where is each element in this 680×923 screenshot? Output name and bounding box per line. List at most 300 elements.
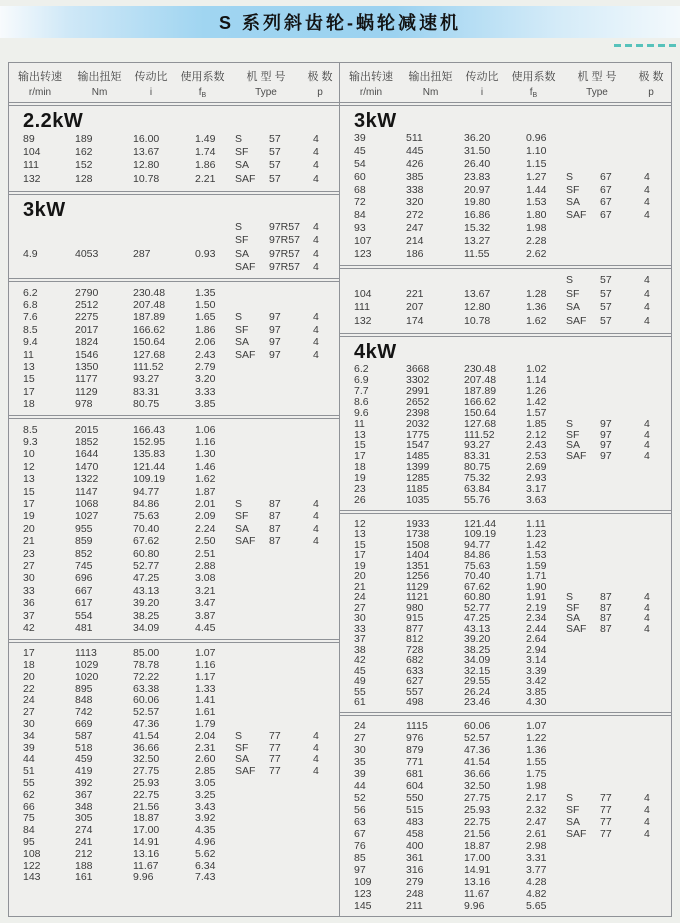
- table-row: [340, 852, 671, 864]
- model-cell: SA: [235, 247, 250, 260]
- ratio-cell: 121.44: [464, 517, 497, 530]
- ratio-cell: 36.20: [464, 132, 491, 145]
- speed-cell: 89: [23, 132, 35, 145]
- torque-cell: 557: [406, 685, 424, 698]
- factor-cell: 1.02: [526, 363, 547, 376]
- factor-cell: 2.32: [526, 803, 547, 816]
- speed-cell: 6.2: [23, 286, 38, 299]
- speed-cell: 107: [354, 234, 372, 247]
- factor-cell: 2.69: [526, 461, 547, 474]
- torque-cell: 1027: [75, 510, 99, 523]
- size-cell: 57: [600, 315, 612, 328]
- table-row: [9, 706, 339, 718]
- ratio-cell: 67.62: [464, 580, 491, 593]
- spec-block: [340, 106, 671, 265]
- factor-cell: 2.94: [526, 643, 547, 656]
- factor-cell: 2.19: [526, 601, 547, 614]
- factor-cell: 2.93: [526, 472, 547, 485]
- col-header-cn: 输出转速: [349, 71, 393, 83]
- table-row: [9, 718, 339, 730]
- speed-cell: 15: [23, 373, 35, 386]
- poles-cell: 4: [644, 791, 650, 804]
- poles-cell: 4: [313, 522, 319, 535]
- power-heading: 3kW: [23, 198, 66, 221]
- torque-cell: 1470: [75, 460, 99, 473]
- factor-cell: 2.62: [526, 247, 547, 260]
- table-row: [340, 385, 671, 396]
- torque-cell: 316: [406, 863, 424, 876]
- torque-cell: 852: [75, 547, 93, 560]
- type-row: [566, 804, 666, 816]
- type-row: [235, 730, 335, 742]
- size-cell: 97R57: [269, 221, 300, 234]
- ratio-cell: 111.52: [133, 360, 164, 373]
- table-row: [340, 864, 671, 876]
- speed-cell: 72: [354, 196, 366, 209]
- ratio-cell: 121.44: [133, 460, 166, 473]
- model-cell: SF: [566, 183, 580, 196]
- poles-cell: 4: [644, 591, 650, 604]
- speed-cell: 24: [23, 694, 35, 707]
- factor-cell: 3.14: [526, 654, 547, 667]
- type-row: [566, 196, 666, 209]
- speed-cell: 84: [23, 824, 35, 837]
- factor-cell: 5.62: [195, 847, 216, 860]
- factor-cell: 2.43: [526, 439, 547, 452]
- torque-cell: 1738: [406, 528, 430, 541]
- speed-cell: 7.6: [23, 311, 38, 324]
- col-header-cn: 极 数: [638, 71, 664, 83]
- speed-cell: 38: [354, 643, 366, 656]
- col-header-en: Type: [586, 87, 608, 98]
- model-cell: SAF: [566, 209, 587, 222]
- torque-cell: 207: [406, 301, 424, 314]
- table-row: [340, 876, 671, 888]
- factor-cell: 4.45: [195, 621, 216, 634]
- type-row: [566, 429, 666, 440]
- factor-cell: 3.47: [195, 597, 216, 610]
- ratio-cell: 55.76: [464, 493, 491, 506]
- speed-cell: 6.2: [354, 363, 369, 376]
- ratio-cell: 17.00: [464, 851, 491, 864]
- rows-area: [340, 363, 671, 505]
- factor-cell: 3.42: [526, 675, 547, 688]
- table-row: [9, 436, 339, 448]
- table-row: [340, 145, 671, 158]
- speed-cell: 111: [23, 159, 39, 172]
- torque-cell: 214: [406, 234, 424, 247]
- type-row: [235, 145, 335, 158]
- spec-table: [8, 62, 672, 917]
- speed-cell: 49: [354, 675, 366, 688]
- speed-cell: 13: [23, 360, 35, 373]
- speed-cell: 20: [23, 522, 35, 535]
- ratio-cell: 166.62: [464, 395, 497, 408]
- ratio-cell: 15.32: [464, 221, 491, 234]
- poles-cell: 4: [644, 428, 650, 441]
- ratio-cell: 47.25: [133, 572, 160, 585]
- factor-cell: 2.50: [195, 535, 216, 548]
- torque-cell: 669: [75, 717, 93, 730]
- torque-cell: 1350: [75, 360, 99, 373]
- table-row: [9, 659, 339, 671]
- size-cell: 67: [600, 196, 612, 209]
- torque-cell: 1147: [75, 485, 98, 498]
- type-row: [235, 765, 335, 777]
- type-row: [235, 336, 335, 348]
- factor-cell: 2.17: [526, 791, 547, 804]
- ratio-cell: 152.95: [133, 435, 166, 448]
- torque-cell: 1644: [75, 448, 99, 461]
- ratio-cell: 60.06: [464, 719, 491, 732]
- ratio-cell: 70.40: [464, 570, 491, 583]
- factor-cell: 1.10: [526, 145, 547, 158]
- factor-cell: 3.63: [526, 493, 547, 506]
- ratio-cell: 32.15: [464, 664, 491, 677]
- factor-cell: 1.15: [526, 157, 547, 170]
- torque-cell: 859: [75, 535, 93, 548]
- table-row: [340, 732, 671, 744]
- ratio-cell: 187.89: [464, 384, 497, 397]
- factor-cell: 0.96: [526, 132, 547, 145]
- factor-cell: 1.46: [195, 460, 216, 473]
- type-row: [235, 260, 335, 273]
- table-row: [340, 528, 671, 539]
- ratio-cell: 72.22: [133, 670, 160, 683]
- ratio-cell: 166.43: [133, 423, 166, 436]
- type-row: [235, 159, 335, 172]
- poles-cell: 4: [313, 510, 319, 523]
- torque-cell: 980: [406, 601, 424, 614]
- page-title: S 系列斜齿轮-蜗轮减速机: [219, 13, 461, 33]
- ratio-cell: 75.63: [464, 559, 491, 572]
- size-cell: 77: [600, 815, 612, 828]
- speed-cell: 21: [354, 580, 366, 593]
- size-cell: 87: [600, 612, 612, 625]
- factor-cell: 0.93: [195, 247, 216, 260]
- col-header-cn: 输出转速: [18, 71, 62, 83]
- torque-cell: 1322: [75, 473, 99, 486]
- speed-cell: 60: [354, 170, 366, 183]
- factor-cell: 1.42: [526, 395, 547, 408]
- factor-cell: 2.60: [195, 753, 216, 766]
- type-row: [566, 209, 666, 222]
- ratio-cell: 127.68: [464, 417, 497, 430]
- size-cell: 57: [269, 132, 281, 145]
- type-row: [235, 132, 335, 145]
- speed-cell: 26: [354, 493, 366, 506]
- ratio-cell: 39.20: [133, 597, 160, 610]
- poles-cell: 4: [313, 311, 319, 324]
- type-row: [566, 301, 666, 315]
- size-cell: 97: [600, 450, 612, 463]
- type-row: [566, 623, 666, 634]
- ratio-cell: 52.77: [464, 601, 491, 614]
- model-cell: SA: [566, 815, 581, 828]
- col-header-en: $f_B$: [529, 87, 538, 99]
- torque-cell: 1020: [75, 670, 99, 683]
- factor-cell: 3.87: [195, 609, 216, 622]
- table-row: [9, 547, 339, 559]
- speed-cell: 132: [354, 315, 372, 328]
- table-row: [340, 840, 671, 852]
- torque-cell: 361: [406, 851, 424, 864]
- speed-cell: 6.9: [354, 374, 369, 387]
- torque-cell: 978: [75, 398, 93, 411]
- factor-cell: 2.01: [195, 497, 216, 510]
- torque-cell: 305: [75, 812, 93, 825]
- model-cell: SA: [235, 159, 250, 172]
- poles-cell: 4: [313, 247, 319, 260]
- rows-area: [9, 221, 339, 274]
- table-row: [340, 374, 671, 385]
- ratio-cell: 287: [133, 247, 151, 260]
- torque-cell: 186: [406, 247, 424, 260]
- speed-cell: 42: [354, 654, 366, 667]
- type-row: [235, 234, 335, 247]
- factor-cell: 4.28: [526, 875, 547, 888]
- torque-cell: 458: [406, 827, 424, 840]
- speed-cell: 17: [23, 647, 35, 660]
- table-header-left: [9, 63, 339, 102]
- factor-cell: 1.59: [526, 559, 547, 572]
- factor-cell: 2.34: [526, 612, 547, 625]
- factor-cell: 2.53: [526, 450, 547, 463]
- size-cell: 87: [269, 497, 281, 510]
- factor-cell: 3.33: [195, 385, 216, 398]
- type-row: [235, 510, 335, 522]
- speed-cell: 56: [354, 803, 366, 816]
- speed-cell: 51: [23, 765, 35, 778]
- ratio-cell: 12.80: [464, 301, 491, 314]
- speed-cell: 19: [354, 559, 366, 572]
- speed-cell: 9.3: [23, 435, 38, 448]
- table-row: [9, 373, 339, 385]
- size-cell: 87: [600, 591, 612, 604]
- torque-cell: 1068: [75, 497, 99, 510]
- speed-cell: 8.5: [23, 323, 38, 336]
- factor-cell: 2.09: [195, 510, 216, 523]
- model-cell: SF: [235, 146, 249, 159]
- torque-cell: 1029: [75, 658, 99, 671]
- col-header-type: [562, 68, 632, 99]
- ratio-cell: 14.91: [464, 863, 491, 876]
- speed-cell: 10: [23, 448, 35, 461]
- rows-area: [340, 273, 671, 328]
- speed-cell: 18: [23, 398, 35, 411]
- col-header-en: Nm: [91, 87, 108, 98]
- factor-cell: 1.98: [526, 221, 547, 234]
- type-row: [566, 439, 666, 450]
- table-row: [340, 720, 671, 732]
- ratio-cell: 11.67: [133, 859, 159, 872]
- ratio-cell: 26.40: [464, 157, 491, 170]
- factor-cell: 1.79: [195, 717, 216, 730]
- torque-cell: 188: [75, 859, 93, 872]
- model-cell: SAF: [566, 827, 587, 840]
- size-cell: 77: [269, 729, 281, 742]
- factor-cell: 1.50: [195, 298, 216, 311]
- col-header-en: $f_B$: [198, 87, 207, 99]
- spec-block: [340, 514, 671, 712]
- torque-cell: 617: [75, 597, 93, 610]
- factor-cell: 1.75: [526, 767, 547, 780]
- factor-cell: 1.33: [195, 682, 216, 695]
- ratio-cell: 17.00: [133, 824, 160, 837]
- type-row: [566, 450, 666, 461]
- speed-cell: 35: [354, 755, 366, 768]
- ratio-cell: 80.75: [464, 461, 491, 474]
- torque-cell: 1933: [406, 517, 430, 530]
- speed-cell: 30: [354, 743, 366, 756]
- poles-cell: 4: [313, 221, 319, 234]
- factor-cell: 3.21: [195, 584, 216, 597]
- factor-cell: 3.25: [195, 788, 216, 801]
- size-cell: 57: [269, 172, 281, 185]
- poles-cell: 4: [644, 439, 650, 452]
- page-title-band: [0, 6, 680, 38]
- speed-cell: 7.7: [354, 384, 369, 397]
- speed-cell: 44: [354, 779, 366, 792]
- speed-cell: 12: [354, 517, 366, 530]
- factor-cell: 1.98: [526, 779, 547, 792]
- poles-cell: 4: [644, 196, 650, 209]
- torque-cell: 459: [75, 753, 93, 766]
- power-heading: 4kW: [354, 341, 397, 364]
- torque-cell: 550: [406, 791, 424, 804]
- speed-cell: 12: [23, 460, 35, 473]
- ratio-cell: 19.80: [464, 196, 491, 209]
- torque-cell: 633: [406, 664, 424, 677]
- poles-cell: 4: [313, 132, 319, 145]
- ratio-cell: 25.93: [133, 776, 160, 789]
- ratio-cell: 13.16: [133, 847, 160, 860]
- poles-cell: 4: [313, 260, 319, 273]
- table-row: [340, 560, 671, 571]
- speed-cell: 27: [354, 731, 366, 744]
- factor-cell: 4.96: [195, 835, 216, 848]
- size-cell: 57: [600, 287, 612, 300]
- spec-column-left: [9, 63, 340, 916]
- speed-cell: 123: [354, 887, 372, 900]
- factor-cell: 1.28: [526, 287, 547, 300]
- torque-cell: 848: [75, 694, 93, 707]
- model-cell: S: [235, 311, 243, 324]
- factor-cell: 1.06: [195, 423, 216, 436]
- torque-cell: 272: [406, 209, 424, 222]
- factor-cell: 1.42: [526, 538, 547, 551]
- torque-cell: 1351: [406, 559, 430, 572]
- speed-cell: 42: [23, 621, 35, 634]
- ratio-cell: 75.63: [133, 510, 160, 523]
- col-header-ratio: [459, 68, 505, 99]
- col-header-en: p: [648, 87, 654, 98]
- col-header-cn: 输出扭矩: [408, 71, 453, 83]
- model-cell: SA: [235, 753, 250, 766]
- torque-cell: 189: [75, 132, 93, 145]
- poles-cell: 4: [313, 741, 319, 754]
- torque-cell: 2015: [75, 423, 99, 436]
- size-cell: 87: [269, 535, 281, 548]
- size-cell: 77: [269, 765, 281, 778]
- col-header-en: Type: [255, 87, 277, 98]
- torque-cell: 2652: [406, 395, 430, 408]
- factor-cell: 2.12: [526, 428, 547, 441]
- size-cell: 87: [269, 522, 281, 535]
- ratio-cell: 52.57: [133, 706, 160, 719]
- poles-cell: 4: [313, 172, 319, 185]
- speed-cell: 104: [23, 146, 41, 159]
- ratio-cell: 52.77: [133, 559, 160, 572]
- table-row: [9, 683, 339, 695]
- ratio-cell: 9.96: [133, 871, 154, 884]
- ratio-cell: 150.64: [133, 336, 166, 349]
- rows-area: [340, 720, 671, 912]
- col-header-cn: 机 型 号: [246, 71, 286, 83]
- speed-cell: 62: [23, 788, 35, 801]
- speed-cell: 52: [354, 791, 366, 804]
- ratio-cell: 60.80: [464, 591, 491, 604]
- ratio-cell: 84.86: [133, 497, 160, 510]
- torque-cell: 895: [75, 682, 93, 695]
- table-row: [9, 461, 339, 473]
- col-header-cn: 机 型 号: [577, 71, 617, 83]
- torque-cell: 1404: [406, 549, 430, 562]
- torque-cell: 667: [75, 584, 93, 597]
- factor-cell: 3.17: [526, 483, 547, 496]
- ratio-cell: 75.32: [464, 472, 491, 485]
- ratio-cell: 67.62: [133, 535, 160, 548]
- torque-cell: 681: [406, 767, 424, 780]
- torque-cell: 518: [75, 741, 93, 754]
- table-row: [340, 633, 671, 644]
- ratio-cell: 23.83: [464, 170, 491, 183]
- model-cell: SAF: [566, 315, 587, 328]
- model-cell: SA: [566, 612, 581, 625]
- factor-cell: 2.04: [195, 729, 216, 742]
- speed-cell: 23: [354, 483, 366, 496]
- factor-cell: 2.51: [195, 547, 216, 560]
- poles-cell: 4: [644, 273, 650, 286]
- col-header-cn: 传动比: [465, 71, 499, 83]
- col-header-cn: 输出扭矩: [77, 71, 122, 83]
- factor-cell: 3.39: [526, 664, 547, 677]
- ratio-cell: 38.25: [133, 609, 160, 622]
- speed-cell: 20: [23, 670, 35, 683]
- type-row: [235, 324, 335, 336]
- speed-cell: 145: [354, 899, 372, 912]
- torque-cell: 742: [75, 706, 93, 719]
- torque-cell: 2017: [75, 323, 99, 336]
- factor-cell: 1.57: [526, 406, 547, 419]
- model-cell: SF: [235, 510, 249, 523]
- type-row: [235, 498, 335, 510]
- spec-column-right: [340, 63, 671, 916]
- ratio-cell: 93.27: [133, 373, 160, 386]
- factor-cell: 7.43: [195, 871, 216, 884]
- speed-cell: 55: [354, 685, 366, 698]
- ratio-cell: 12.80: [133, 159, 160, 172]
- speed-cell: 4.9: [23, 247, 38, 260]
- ratio-cell: 41.54: [133, 729, 160, 742]
- speed-cell: 27: [23, 706, 35, 719]
- type-row: [566, 612, 666, 623]
- speed-cell: 17: [23, 385, 35, 398]
- spec-block: [9, 643, 339, 916]
- model-cell: SAF: [235, 535, 256, 548]
- ratio-cell: 84.86: [464, 549, 491, 562]
- col-header-type: [231, 68, 301, 99]
